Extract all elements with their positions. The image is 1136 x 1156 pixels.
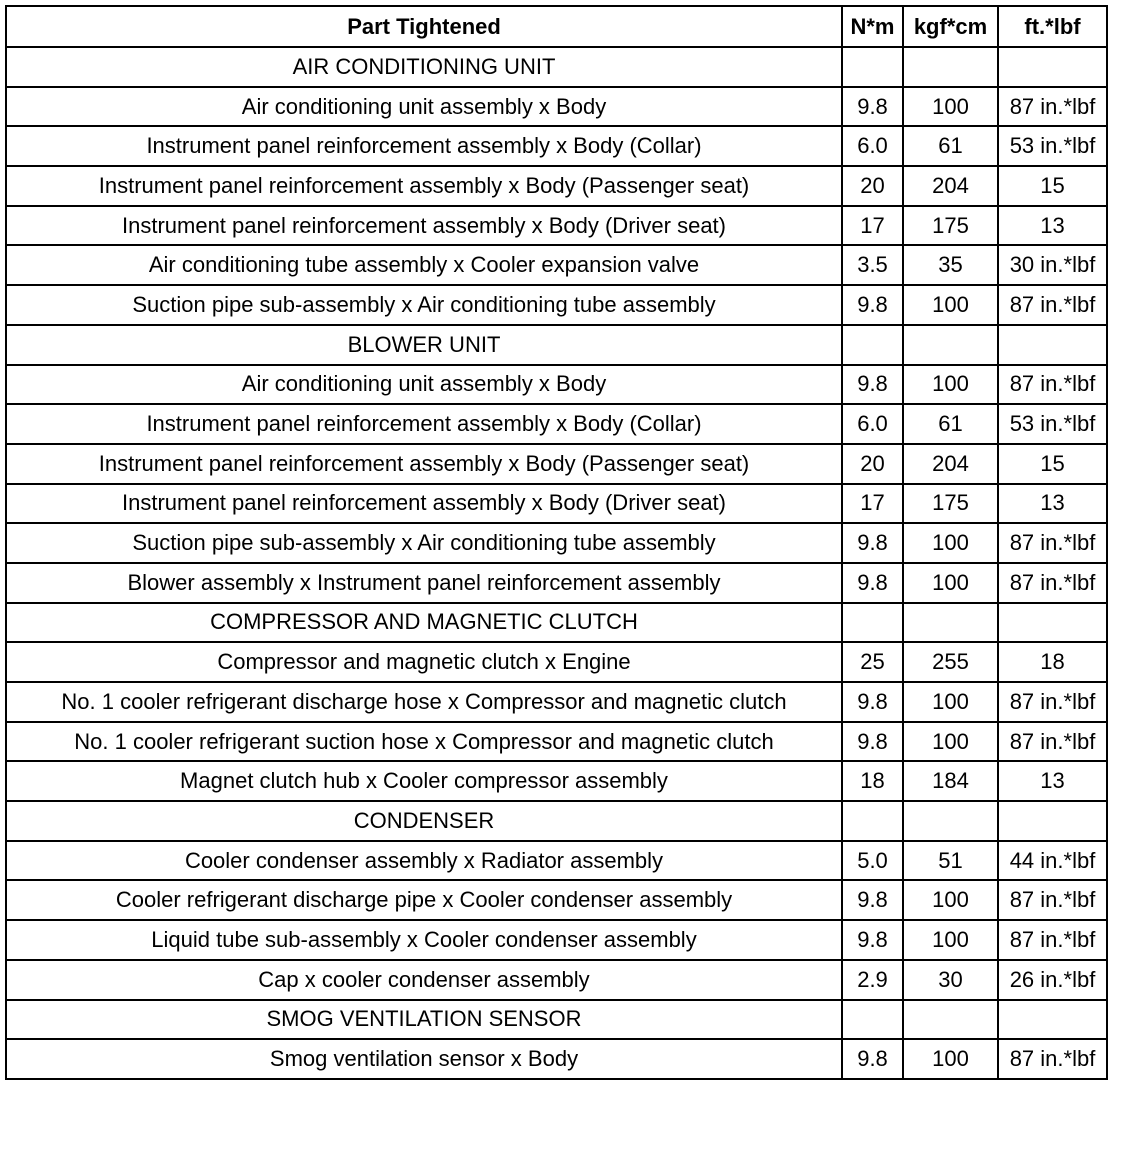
nm-cell: 9.8 — [842, 682, 903, 722]
kgf-cell: 100 — [903, 563, 998, 603]
kgf-cell: 30 — [903, 960, 998, 1000]
kgf-cell: 175 — [903, 484, 998, 524]
kgf-cell: 100 — [903, 1039, 998, 1079]
nm-cell — [842, 325, 903, 365]
header-part-tightened: Part Tightened — [6, 6, 842, 47]
kgf-cell: 100 — [903, 682, 998, 722]
header-nm: N*m — [842, 6, 903, 47]
ft-cell — [998, 325, 1107, 365]
part-cell: Air conditioning unit assembly x Body — [6, 87, 842, 127]
nm-cell: 9.8 — [842, 1039, 903, 1079]
nm-cell: 9.8 — [842, 880, 903, 920]
section-title: CONDENSER — [6, 801, 842, 841]
section-row — [6, 603, 1107, 643]
ft-cell: 87 in.*lbf — [998, 87, 1107, 127]
header-row — [6, 6, 1107, 47]
kgf-cell: 184 — [903, 761, 998, 801]
kgf-cell: 100 — [903, 87, 998, 127]
nm-cell: 5.0 — [842, 841, 903, 881]
part-cell: Instrument panel reinforcement assembly x Body (Passenger seat) — [6, 166, 842, 206]
part-cell: Instrument panel reinforcement assembly x Body (Passenger seat) — [6, 444, 842, 484]
nm-cell: 17 — [842, 206, 903, 246]
kgf-cell — [903, 47, 998, 87]
part-cell: Instrument panel reinforcement assembly x Body (Collar) — [6, 404, 842, 444]
ft-cell — [998, 1000, 1107, 1040]
nm-cell — [842, 47, 903, 87]
section-title: BLOWER UNIT — [6, 325, 842, 365]
table-row — [6, 642, 1107, 682]
kgf-cell: 100 — [903, 722, 998, 762]
kgf-cell: 100 — [903, 920, 998, 960]
nm-cell: 20 — [842, 444, 903, 484]
part-cell: Blower assembly x Instrument panel reinforcement assembly — [6, 563, 842, 603]
kgf-cell: 204 — [903, 166, 998, 206]
kgf-cell: 100 — [903, 285, 998, 325]
part-cell: Liquid tube sub-assembly x Cooler condenser assembly — [6, 920, 842, 960]
nm-cell: 9.8 — [842, 722, 903, 762]
ft-cell: 87 in.*lbf — [998, 563, 1107, 603]
part-cell: Instrument panel reinforcement assembly x Body (Collar) — [6, 126, 842, 166]
ft-cell: 13 — [998, 484, 1107, 524]
table-row — [6, 484, 1107, 524]
section-row — [6, 801, 1107, 841]
nm-cell: 9.8 — [842, 285, 903, 325]
ft-cell: 87 in.*lbf — [998, 682, 1107, 722]
kgf-cell — [903, 1000, 998, 1040]
nm-cell: 20 — [842, 166, 903, 206]
nm-cell: 3.5 — [842, 245, 903, 285]
part-cell: No. 1 cooler refrigerant suction hose x Compressor and magnetic clutch — [6, 722, 842, 762]
ft-cell: 53 in.*lbf — [998, 404, 1107, 444]
ft-cell: 30 in.*lbf — [998, 245, 1107, 285]
nm-cell: 17 — [842, 484, 903, 524]
kgf-cell: 100 — [903, 365, 998, 405]
ft-cell: 87 in.*lbf — [998, 722, 1107, 762]
table-row — [6, 761, 1107, 801]
part-cell: Suction pipe sub-assembly x Air conditioning tube assembly — [6, 285, 842, 325]
table-row — [6, 682, 1107, 722]
ft-cell: 44 in.*lbf — [998, 841, 1107, 881]
part-cell: Instrument panel reinforcement assembly x Body (Driver seat) — [6, 206, 842, 246]
nm-cell: 18 — [842, 761, 903, 801]
part-cell: Smog ventilation sensor x Body — [6, 1039, 842, 1079]
table-row — [6, 523, 1107, 563]
torque-specification-table — [5, 5, 1108, 1080]
section-title: SMOG VENTILATION SENSOR — [6, 1000, 842, 1040]
table-row — [6, 841, 1107, 881]
table-row — [6, 880, 1107, 920]
part-cell: No. 1 cooler refrigerant discharge hose x Compressor and magnetic clutch — [6, 682, 842, 722]
ft-cell: 15 — [998, 444, 1107, 484]
nm-cell — [842, 603, 903, 643]
kgf-cell: 61 — [903, 404, 998, 444]
kgf-cell: 35 — [903, 245, 998, 285]
kgf-cell: 100 — [903, 523, 998, 563]
part-cell: Suction pipe sub-assembly x Air conditioning tube assembly — [6, 523, 842, 563]
part-cell: Compressor and magnetic clutch x Engine — [6, 642, 842, 682]
ft-cell: 87 in.*lbf — [998, 523, 1107, 563]
table-row — [6, 365, 1107, 405]
kgf-cell — [903, 325, 998, 365]
part-cell: Magnet clutch hub x Cooler compressor assembly — [6, 761, 842, 801]
ft-cell: 87 in.*lbf — [998, 920, 1107, 960]
kgf-cell — [903, 603, 998, 643]
nm-cell: 9.8 — [842, 563, 903, 603]
ft-cell: 18 — [998, 642, 1107, 682]
table-row — [6, 404, 1107, 444]
section-row — [6, 325, 1107, 365]
table-row — [6, 563, 1107, 603]
nm-cell — [842, 801, 903, 841]
part-cell: Cooler condenser assembly x Radiator assembly — [6, 841, 842, 881]
ft-cell: 87 in.*lbf — [998, 880, 1107, 920]
nm-cell: 6.0 — [842, 126, 903, 166]
kgf-cell: 204 — [903, 444, 998, 484]
table-row — [6, 285, 1107, 325]
ft-cell: 87 in.*lbf — [998, 365, 1107, 405]
part-cell: Air conditioning unit assembly x Body — [6, 365, 842, 405]
table-row — [6, 1039, 1107, 1079]
section-title: AIR CONDITIONING UNIT — [6, 47, 842, 87]
nm-cell: 6.0 — [842, 404, 903, 444]
header-kgf-cm: kgf*cm — [903, 6, 998, 47]
kgf-cell — [903, 801, 998, 841]
table-row — [6, 920, 1107, 960]
part-cell: Cooler refrigerant discharge pipe x Cooler condenser assembly — [6, 880, 842, 920]
ft-cell: 53 in.*lbf — [998, 126, 1107, 166]
ft-cell: 13 — [998, 206, 1107, 246]
kgf-cell: 61 — [903, 126, 998, 166]
section-row — [6, 47, 1107, 87]
ft-cell — [998, 801, 1107, 841]
header-ft-lbf: ft.*lbf — [998, 6, 1107, 47]
table-row — [6, 87, 1107, 127]
ft-cell — [998, 603, 1107, 643]
part-cell: Air conditioning tube assembly x Cooler expansion valve — [6, 245, 842, 285]
ft-cell: 87 in.*lbf — [998, 1039, 1107, 1079]
table-row — [6, 126, 1107, 166]
kgf-cell: 175 — [903, 206, 998, 246]
kgf-cell: 255 — [903, 642, 998, 682]
nm-cell: 9.8 — [842, 365, 903, 405]
table-row — [6, 166, 1107, 206]
table-row — [6, 444, 1107, 484]
part-cell: Instrument panel reinforcement assembly x Body (Driver seat) — [6, 484, 842, 524]
nm-cell — [842, 1000, 903, 1040]
ft-cell: 15 — [998, 166, 1107, 206]
nm-cell: 9.8 — [842, 87, 903, 127]
nm-cell: 9.8 — [842, 920, 903, 960]
ft-cell — [998, 47, 1107, 87]
table-row — [6, 722, 1107, 762]
section-row — [6, 1000, 1107, 1040]
table-row — [6, 206, 1107, 246]
section-title: COMPRESSOR AND MAGNETIC CLUTCH — [6, 603, 842, 643]
ft-cell: 13 — [998, 761, 1107, 801]
table-row — [6, 245, 1107, 285]
kgf-cell: 100 — [903, 880, 998, 920]
table-row — [6, 960, 1107, 1000]
nm-cell: 25 — [842, 642, 903, 682]
ft-cell: 26 in.*lbf — [998, 960, 1107, 1000]
nm-cell: 9.8 — [842, 523, 903, 563]
part-cell: Cap x cooler condenser assembly — [6, 960, 842, 1000]
kgf-cell: 51 — [903, 841, 998, 881]
nm-cell: 2.9 — [842, 960, 903, 1000]
ft-cell: 87 in.*lbf — [998, 285, 1107, 325]
